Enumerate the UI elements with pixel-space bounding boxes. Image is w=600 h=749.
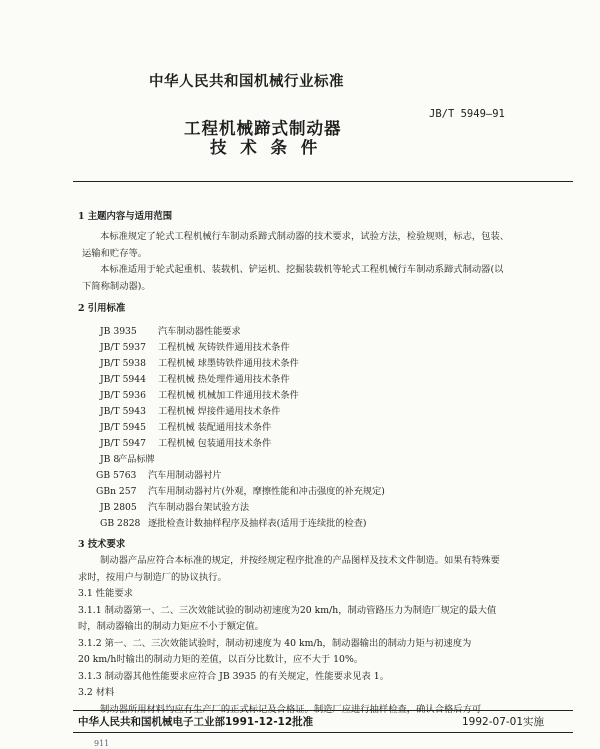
section-1-para2-line1: 本标准适用于轮式起重机、装载机、铲运机、挖掘装载机等轮式工程机械行车制动系蹄式制动器(以 (100, 264, 504, 275)
reference-title: 工程机械 机械加工件通用技术条件 (158, 390, 299, 401)
header-divider (73, 181, 573, 182)
document-subtitle: 技 术 条 件 (210, 138, 318, 157)
footer-divider-bottom (73, 732, 573, 733)
section-1-para1-line1: 本标准规定了轮式工程机械行车制动系蹄式制动器的技术要求，试验方法，检验规则，标志，包装、 (100, 231, 510, 242)
reference-title: 汽车制动器性能要求 (158, 326, 241, 337)
reference-code: JB 8 (100, 454, 120, 465)
section-1-heading: 1 主题内容与适用范围 (78, 211, 173, 222)
reference-title: 逐批检查计数抽样程序及抽样表(适用于连续批的检查) (148, 518, 367, 529)
reference-title: 工程机械 装配通用技术条件 (158, 422, 272, 433)
section-3-heading: 3 技术要求 (78, 539, 126, 550)
reference-title: 汽车用制动器衬片 (148, 470, 222, 481)
clause-3-2: 3.2 材料 (78, 687, 115, 698)
reference-code: JB 3935 (100, 326, 137, 337)
reference-item (100, 339, 290, 353)
clause-3-1: 3.1 性能要求 (78, 588, 133, 599)
reference-code: GBn 257 (96, 486, 137, 497)
section-2-heading: 2 引用标准 (78, 303, 126, 314)
reference-title: 工程机械 包装通用技术条件 (158, 438, 272, 449)
clause-3-2-text: 制动器所用材料均应有生产厂的正式标记及合格证。制造厂应进行抽样检查，确认合格后方可 (100, 703, 482, 715)
reference-code: GB 5763 (96, 470, 137, 481)
reference-item (100, 323, 241, 337)
reference-title: 汽车用制动器衬片(外观，摩擦性能和冲击强度的补充规定) (148, 486, 385, 497)
section-1-para1-line2: 运输和贮存等。 (82, 247, 148, 259)
reference-title: 工程机械 热处理件通用技术条件 (158, 374, 290, 385)
reference-item (100, 371, 290, 385)
clause-3-1-2-line2: 20 km/h时输出的制动力矩的差值，以百分比数计，应不大于 10%。 (78, 654, 364, 665)
reference-code: JB/T 5937 (100, 342, 146, 353)
section-3-intro-line1: 制动器产品应符合本标准的规定，并按经规定程序批准的产品图样及技术文件制造。如果有特殊要 (100, 555, 500, 566)
section-1-para2-line2: 下简称制动器)。 (82, 280, 151, 292)
reference-code: GB 2828 (100, 518, 141, 529)
page-number: 911 (94, 739, 110, 748)
reference-code: JB/T 5945 (100, 422, 146, 433)
reference-item (100, 499, 249, 513)
reference-code: JB/T 5936 (100, 390, 146, 401)
reference-code: JB/T 5944 (100, 374, 146, 385)
reference-title: 工程机械 球墨铸铁件通用技术条件 (158, 358, 299, 369)
footer-divider (73, 710, 573, 711)
clause-3-1-2-line1: 3.1.2 第一、二、三次效能试验时，制动初速度为 40 km/h，制动器输出的制动力矩与初速度为 (78, 637, 472, 649)
reference-item (100, 403, 280, 417)
reference-item (100, 355, 299, 369)
reference-item (100, 451, 155, 465)
reference-title: 产品标牌 (118, 454, 155, 465)
clause-3-1-3: 3.1.3 制动器其他性能要求应符合 JB 3935 的有关规定，性能要求见表 1。 (78, 670, 389, 682)
reference-item (100, 419, 271, 433)
approval-info: 中华人民共和国机械电子工业部1991-12-12批准 (78, 716, 314, 728)
reference-code: JB/T 5947 (100, 438, 146, 449)
reference-code: JB/T 5943 (100, 406, 146, 417)
effective-date: 1992-07-01实施 (462, 716, 545, 728)
reference-item (96, 467, 222, 481)
reference-code: JB 2805 (100, 502, 137, 513)
document-title: 工程机械蹄式制动器 (184, 119, 342, 138)
standard-number: JB/T 5949—91 (429, 108, 505, 120)
reference-item (100, 515, 366, 529)
reference-title: 汽车制动器台架试验方法 (148, 502, 250, 513)
reference-title: 工程机械 灰铸铁件通用技术条件 (158, 342, 290, 353)
clause-3-1-1-line2: 时，制动器输出的制动力矩应不小于额定值。 (78, 621, 264, 632)
reference-item (100, 435, 271, 449)
reference-item (100, 387, 299, 401)
section-1-body (82, 229, 560, 295)
reference-code: JB/T 5938 (100, 358, 146, 369)
issuing-standard-label: 中华人民共和国机械行业标准 (149, 74, 344, 90)
reference-item (96, 483, 385, 497)
section-3-intro-line2: 求时，按用户与制造厂的协议执行。 (78, 571, 227, 583)
reference-title: 工程机械 焊接件通用技术条件 (158, 406, 281, 417)
clause-3-1-1-line1: 3.1.1 制动器第一、二、三次效能试验的制动初速度为20 km/h，制动管路压力为制造厂规定的最大值 (78, 604, 497, 616)
section-3-body (78, 553, 560, 718)
